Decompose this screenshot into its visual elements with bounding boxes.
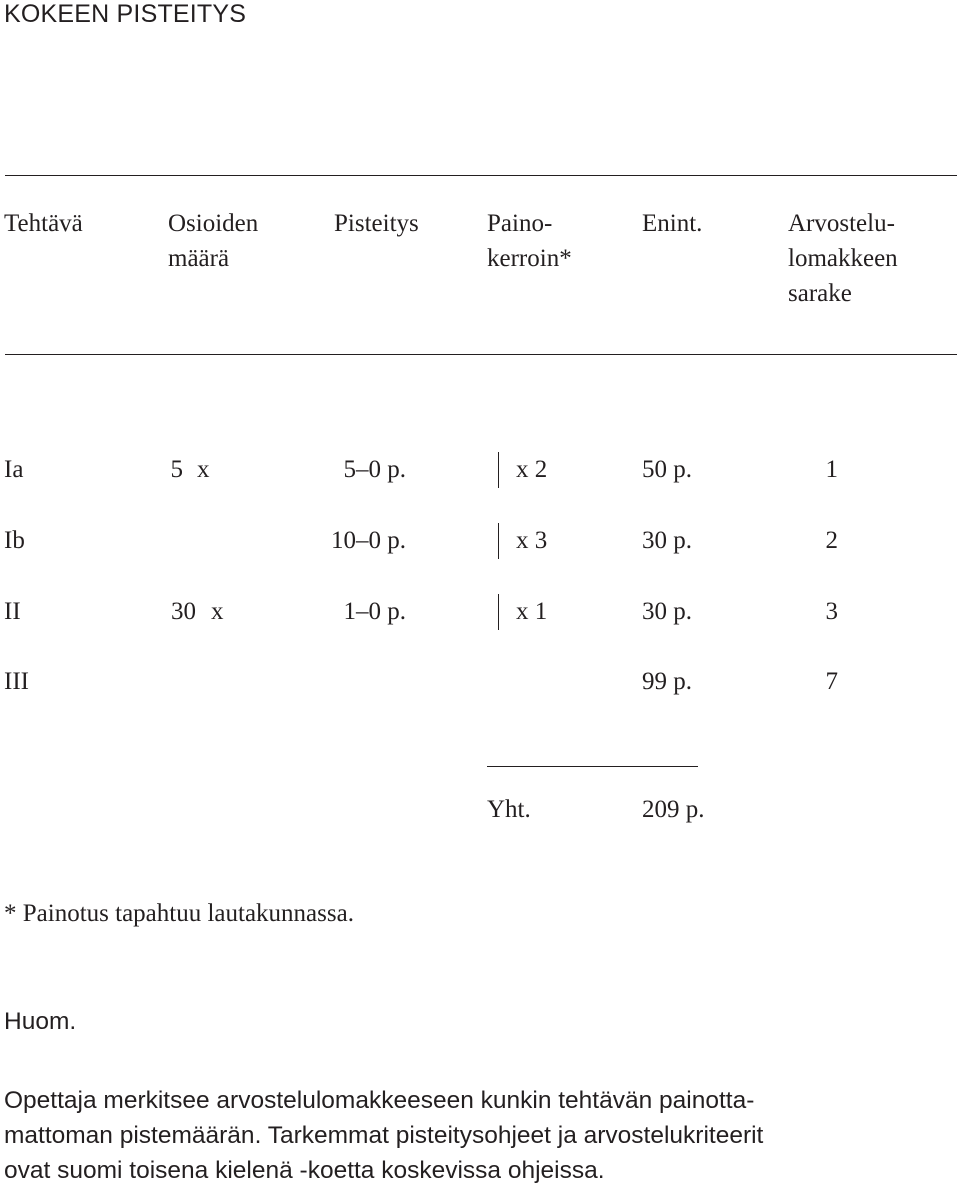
page-title: KOKEEN PISTEITYS: [4, 0, 247, 28]
row-column: 7: [825, 668, 838, 695]
row-max: 30 p.: [642, 598, 692, 625]
row-column: 1: [825, 456, 838, 483]
header-column-line1: Arvostelu-: [788, 210, 895, 237]
row-scoring: 10–0 p.: [331, 527, 406, 554]
weight-divider: [498, 594, 499, 630]
row-max: 99 p.: [642, 668, 692, 695]
note-line: mattoman pistemäärän. Tarkemmat pisteitysohjeet ja arvostelukriteerit: [4, 1122, 764, 1149]
row-max: 50 p.: [642, 456, 692, 483]
row-weight: x 2: [516, 456, 548, 483]
row-scoring: 5–0 p.: [343, 456, 406, 483]
header-sections-line2: määrä: [168, 245, 230, 272]
header-max: Enint.: [642, 210, 703, 237]
weight-divider: [498, 452, 499, 488]
weight-divider: [498, 523, 499, 559]
row-max: 30 p.: [642, 527, 692, 554]
row-column: 2: [825, 527, 838, 554]
total-value: 209 p.: [642, 796, 705, 823]
note-line: Opettaja merkitsee arvostelulomakkeeseen kunkin tehtävän painotta-: [4, 1087, 755, 1114]
row-weight: x 3: [516, 527, 548, 554]
row-sections-x: x: [197, 456, 210, 483]
header-column-line2: lomakkeen: [788, 245, 898, 272]
total-rule: [487, 766, 698, 767]
note-line: ovat suomi toisena kielenä -koetta koskevissa ohjeissa.: [4, 1157, 605, 1184]
row-task: III: [4, 668, 29, 695]
header-task: Tehtävä: [4, 210, 83, 237]
row-task: II: [4, 598, 21, 625]
table-top-rule: [5, 175, 957, 176]
row-sections-x: x: [211, 598, 224, 625]
header-sections-line1: Osioiden: [168, 210, 259, 237]
header-scoring: Pisteitys: [334, 210, 419, 237]
footnote: * Painotus tapahtuu lautakunnassa.: [4, 900, 354, 927]
header-weight-line1: Paino-: [487, 210, 553, 237]
row-weight: x 1: [516, 598, 548, 625]
row-sections: 30: [171, 598, 196, 625]
table-header-rule: [5, 354, 957, 355]
row-column: 3: [825, 598, 838, 625]
row-task: Ia: [4, 456, 24, 483]
note-heading: Huom.: [4, 1008, 77, 1035]
row-task: Ib: [4, 527, 25, 554]
header-column-line3: sarake: [788, 280, 852, 307]
row-sections: 5: [170, 456, 183, 483]
total-label: Yht.: [487, 796, 531, 823]
header-weight-line2: kerroin*: [487, 245, 572, 272]
row-scoring: 1–0 p.: [343, 598, 406, 625]
